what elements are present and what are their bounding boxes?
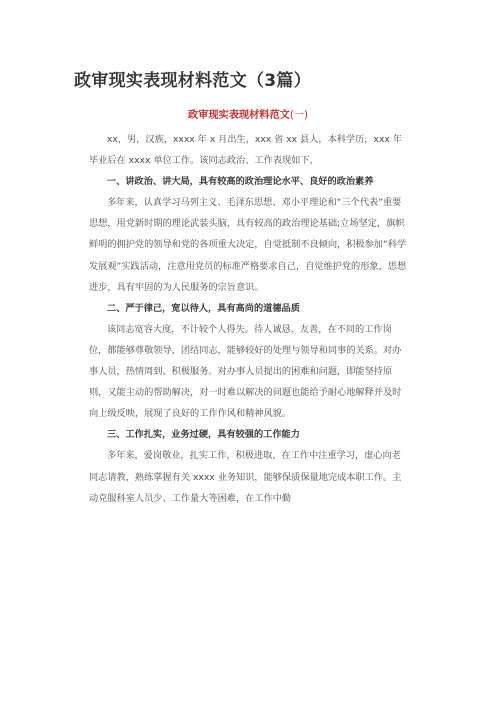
subtitle-number: (一): [289, 110, 308, 121]
body-paragraph-2: 该同志宽容大度，不计较个人得失。待人诚恳、友善，在不同的工作岗位，都能够尊敬领导，团结同志，能够较好的处理与领导和同事的关系。对办事人员，热情周到、积极服务。对办事人员提出的困难和问题，即能坚持原则，又能主动的帮助解决，对一时难以解决的问题也能给予耐心地解释并及时向上级反映，展现了良好的工作作风和精神风貌。: [89, 323, 402, 420]
section-heading-3: 三、工作扎实，业务过硬，具有较强的工作能力: [107, 429, 300, 441]
section-heading-2: 二、严于律己，宽以待人，具有高尚的道德品质: [107, 302, 300, 314]
body-paragraph-3: 多年来，爱岗敬业，扎实工作，积极进取，在工作中注重学习，虚心向老同志请教，熟练掌握有关 xxxx 业务知识，能够保质保量地完成本职工作。主动克服科室人员少、工作量大等困难，在工作中勤: [89, 450, 402, 504]
body-paragraph-1: 多年来，认真学习马列主义、毛泽东思想、邓小平理论和“三个代表”重要思想，用党新时期的理论武装头脑，具有较高的政治理论基础;立场坚定，旗帜鲜明的拥护党的领导和党的各项重大决定，自觉抵制不良倾向，积极参加“科学发展观”实践活动，注意用党员的标准严格要求自己，自觉维护党的形象，思想进步，具有牢固的为人民服务的宗旨意识。: [89, 197, 407, 293]
subtitle-text: 政审现实表现材料范文: [187, 110, 290, 121]
document-subtitle: [0, 106, 496, 121]
document-body: [89, 129, 409, 509]
document-title: 政审现实表现材料范文（3篇）: [74, 71, 312, 91]
body-paragraph-intro: xx，男，汉族，xxxx 年 x 月出生，xxx 省 xx 县人，本科学历，xxx 年毕业后在 xxxx 单位工作。该同志政治、工作表现如下，: [89, 134, 402, 167]
section-heading-1: 一、讲政治、讲大局，具有较高的政治理论水平、良好的政治素养: [107, 176, 374, 188]
